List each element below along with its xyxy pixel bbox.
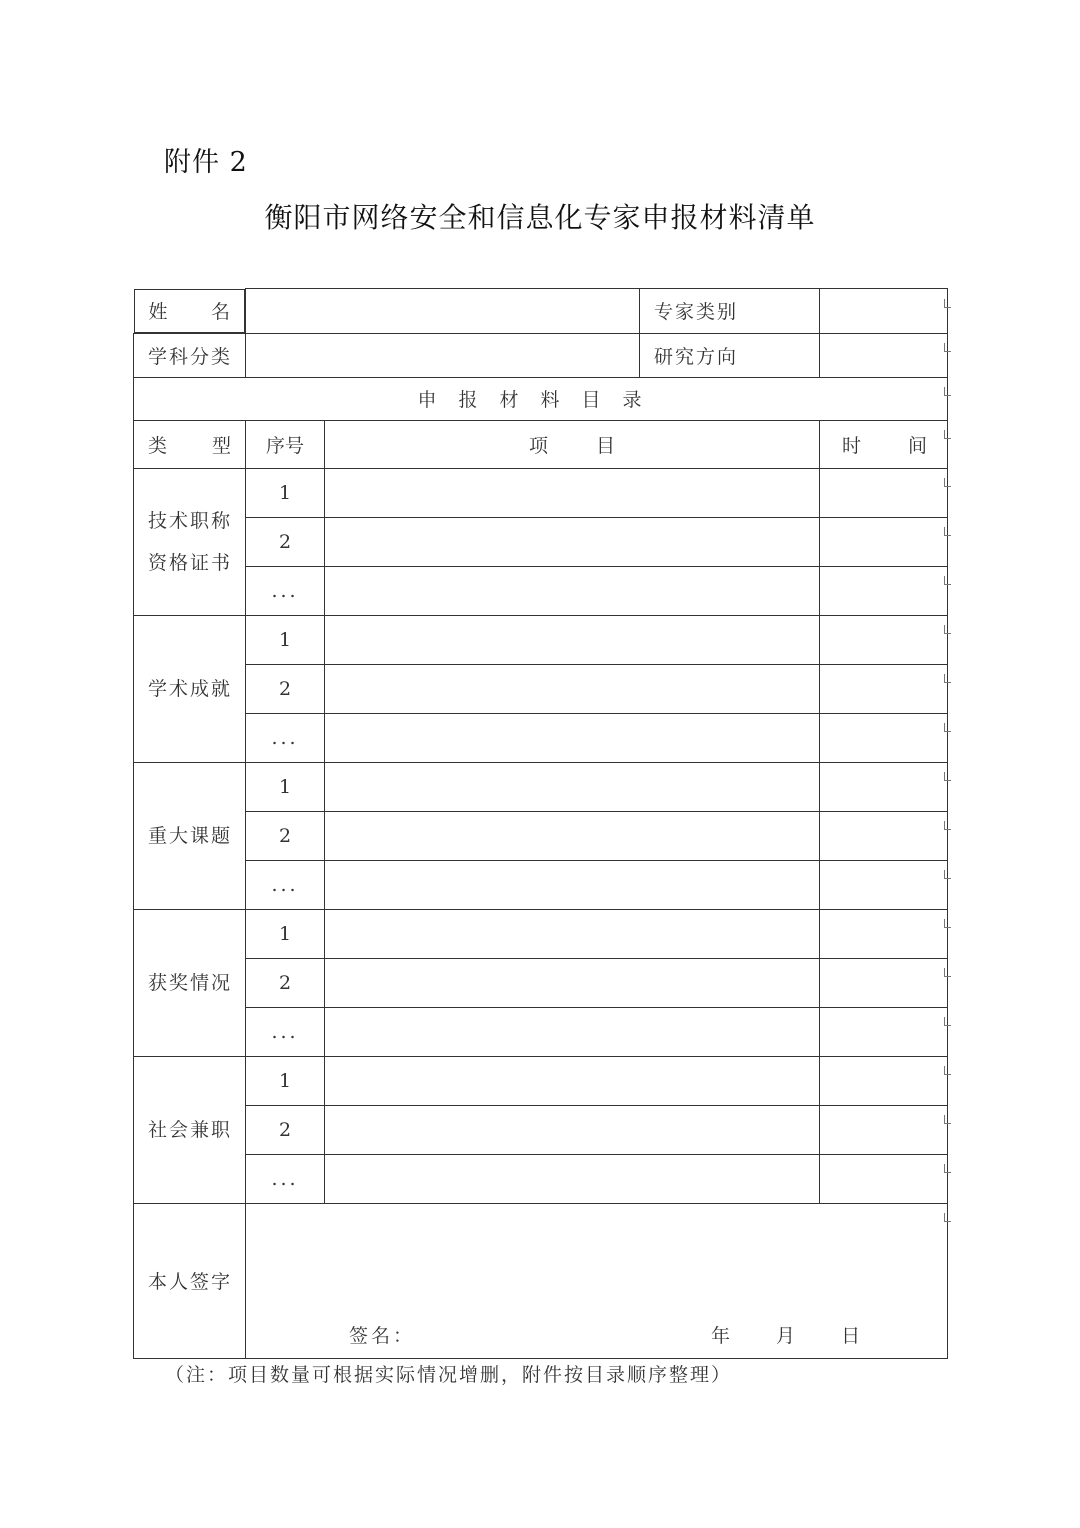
row-sequence: ...: [246, 1007, 325, 1056]
time-field[interactable]: [820, 664, 948, 713]
paragraph-mark-icon: [944, 299, 951, 308]
row-sequence: 2: [246, 811, 325, 860]
table-row: [134, 1007, 948, 1056]
header-type: 类 型: [134, 420, 246, 468]
time-field[interactable]: [820, 615, 948, 664]
paragraph-mark-icon: [944, 576, 951, 585]
discipline-field[interactable]: [246, 333, 640, 377]
table-row: [134, 713, 948, 762]
table-row: [134, 1154, 948, 1203]
time-field[interactable]: [820, 958, 948, 1007]
row-sequence: ...: [246, 713, 325, 762]
time-field[interactable]: [820, 762, 948, 811]
header-time: 时 间: [820, 420, 948, 468]
time-field[interactable]: [820, 1007, 948, 1056]
page-title: 衡阳市网络安全和信息化专家申报材料清单: [264, 201, 816, 234]
section-title-row: [134, 377, 948, 420]
paragraph-mark-icon: [944, 870, 951, 879]
paragraph-mark-icon: [944, 968, 951, 977]
item-field[interactable]: [325, 517, 820, 566]
section-title: 申报材料目录: [134, 377, 948, 420]
discipline-row: [134, 333, 948, 377]
table-row: [134, 664, 948, 713]
row-sequence: ...: [246, 860, 325, 909]
header-seq: 序号: [246, 420, 325, 468]
time-field[interactable]: [820, 517, 948, 566]
time-field[interactable]: [820, 811, 948, 860]
header-item: 项 目: [325, 420, 820, 468]
paragraph-mark-icon: [944, 625, 951, 634]
category-label: 学术成就: [134, 615, 246, 762]
paragraph-mark-icon: [944, 1017, 951, 1026]
table-row: [134, 615, 948, 664]
table-row: [134, 860, 948, 909]
paragraph-mark-icon: [944, 343, 951, 352]
time-field[interactable]: [820, 1056, 948, 1105]
paragraph-mark-icon: [944, 919, 951, 928]
paragraph-mark-icon: [944, 387, 951, 396]
time-field[interactable]: [820, 860, 948, 909]
row-sequence: 2: [246, 517, 325, 566]
item-field[interactable]: [325, 811, 820, 860]
discipline-label: 学科分类: [134, 333, 246, 377]
row-sequence: 1: [246, 1056, 325, 1105]
research-direction-label: 研究方向: [640, 333, 820, 377]
table-row: [134, 909, 948, 958]
item-field[interactable]: [325, 909, 820, 958]
expert-type-field[interactable]: [820, 289, 948, 334]
paragraph-mark-icon: [944, 1164, 951, 1173]
row-sequence: 2: [246, 1105, 325, 1154]
item-field[interactable]: [325, 762, 820, 811]
footnote: （注：项目数量可根据实际情况增删，附件按目录顺序整理）: [165, 1364, 733, 1386]
item-field[interactable]: [325, 1154, 820, 1203]
table-row: [134, 566, 948, 615]
name-field[interactable]: [246, 289, 640, 334]
paragraph-mark-icon: [944, 674, 951, 683]
date-label: 年 月 日: [711, 1324, 861, 1347]
time-field[interactable]: [820, 468, 948, 517]
category-label: 重大课题: [134, 762, 246, 909]
paragraph-mark-icon: [944, 723, 951, 732]
name-row: [134, 289, 948, 334]
table-row: [134, 811, 948, 860]
signature-field[interactable]: [246, 1203, 948, 1358]
expert-type-label: 专家类别: [640, 289, 820, 334]
category-label: 社会兼职: [134, 1056, 246, 1203]
row-sequence: 1: [246, 909, 325, 958]
signature-row-label: 本人签字: [134, 1203, 246, 1358]
row-sequence: 1: [246, 468, 325, 517]
item-field[interactable]: [325, 1007, 820, 1056]
item-field[interactable]: [325, 566, 820, 615]
item-field[interactable]: [325, 1056, 820, 1105]
row-sequence: ...: [246, 1154, 325, 1203]
table-row: [134, 958, 948, 1007]
paragraph-mark-icon: [944, 1115, 951, 1124]
table-row: [134, 1105, 948, 1154]
table-row: [134, 762, 948, 811]
time-field[interactable]: [820, 713, 948, 762]
category-label: 技术职称 资格证书: [134, 468, 246, 615]
item-field[interactable]: [325, 615, 820, 664]
paragraph-mark-icon: [944, 478, 951, 487]
paragraph-mark-icon: [944, 1066, 951, 1075]
category-label: 获奖情况: [134, 909, 246, 1056]
header-row: [134, 420, 948, 468]
item-field[interactable]: [325, 860, 820, 909]
table-row: [134, 1056, 948, 1105]
paragraph-mark-icon: [944, 430, 951, 439]
paragraph-mark-icon: [944, 1213, 951, 1222]
sign-label: 签名：: [349, 1324, 416, 1347]
item-field[interactable]: [325, 713, 820, 762]
row-sequence: ...: [246, 566, 325, 615]
row-sequence: 1: [246, 615, 325, 664]
signature-row: [134, 1203, 948, 1358]
time-field[interactable]: [820, 909, 948, 958]
attachment-label: 附件 2: [164, 147, 248, 178]
paragraph-mark-icon: [944, 821, 951, 830]
row-sequence: 2: [246, 958, 325, 1007]
research-direction-field[interactable]: [820, 333, 948, 377]
time-field[interactable]: [820, 1154, 948, 1203]
item-field[interactable]: [325, 958, 820, 1007]
paragraph-mark-icon: [944, 527, 951, 536]
table-row: [134, 517, 948, 566]
item-field[interactable]: [325, 468, 820, 517]
application-form-table: [133, 288, 948, 1359]
row-sequence: 2: [246, 664, 325, 713]
time-field[interactable]: [820, 566, 948, 615]
table-row: [134, 468, 948, 517]
paragraph-mark-icon: [944, 772, 951, 781]
item-field[interactable]: [325, 664, 820, 713]
name-label: 姓 名: [134, 289, 246, 333]
item-field[interactable]: [325, 1105, 820, 1154]
time-field[interactable]: [820, 1105, 948, 1154]
row-sequence: 1: [246, 762, 325, 811]
